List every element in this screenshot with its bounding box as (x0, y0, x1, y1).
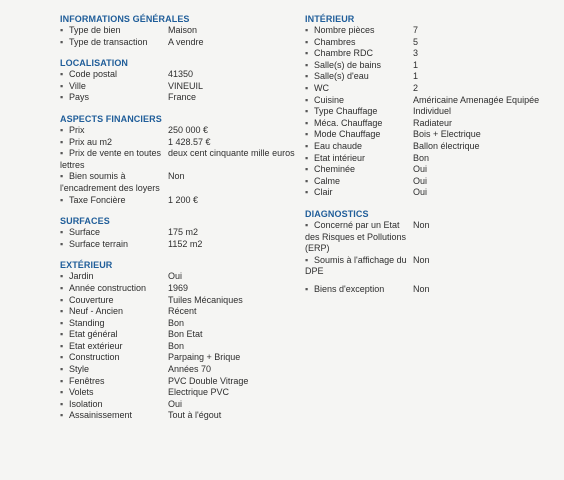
detail-row (60, 148, 300, 171)
detail-value: Bois + Electrique (413, 129, 481, 140)
detail-key: Mode Chauffage (314, 129, 381, 140)
detail-value: Bon (413, 152, 430, 163)
bullet-icon: ▪ (305, 59, 309, 70)
section-localisation (60, 57, 300, 104)
detail-value: Oui (168, 271, 183, 282)
detail-value: Tuiles Mécaniques (168, 294, 243, 305)
bullet-icon: ▪ (305, 71, 309, 82)
detail-key: Eau chaude (314, 140, 363, 151)
detail-value: Radiateur (413, 117, 453, 128)
detail-value: Individuel (413, 106, 452, 117)
bullet-icon: ▪ (60, 171, 64, 182)
detail-row (305, 220, 560, 255)
detail-value: Non (413, 283, 430, 294)
detail-row (60, 410, 300, 422)
detail-key: WC (314, 82, 329, 93)
right-column (305, 13, 560, 304)
detail-row (60, 364, 300, 376)
detail-key: Salle(s) d'eau (314, 71, 369, 82)
detail-key: Code postal (69, 69, 118, 80)
bullet-icon: ▪ (305, 140, 309, 151)
detail-key: Jardin (69, 271, 94, 282)
section-interieur (305, 13, 560, 199)
detail-row (305, 60, 560, 72)
detail-row (305, 83, 560, 95)
detail-value: 1 200 € (168, 194, 199, 205)
section-heading: EXTÉRIEUR (60, 260, 113, 271)
detail-value: 250 000 € (168, 124, 209, 135)
bullet-icon: ▪ (60, 92, 64, 103)
bullet-icon: ▪ (60, 36, 64, 47)
detail-row (60, 376, 300, 388)
detail-value: Années 70 (168, 364, 212, 375)
detail-key: Salle(s) de bains (314, 59, 382, 70)
bullet-icon: ▪ (60, 352, 64, 363)
section-heading: INFORMATIONS GÉNÉRALES (60, 14, 190, 24)
detail-key: Etat intérieur (314, 152, 366, 163)
detail-row (305, 129, 560, 141)
detail-row (305, 95, 560, 107)
detail-value: 3 (413, 48, 419, 59)
bullet-icon: ▪ (60, 194, 64, 205)
detail-key: Assainissement (69, 410, 133, 421)
detail-row (305, 118, 560, 130)
detail-key: Méca. Chauffage (314, 117, 383, 128)
detail-key: Biens d'exception (314, 283, 385, 294)
detail-key: Construction (69, 352, 120, 363)
detail-value: Américaine Amenagée Equipée (413, 94, 540, 105)
detail-key: Type de transaction (69, 36, 148, 47)
section-heading: DIAGNOSTICS (305, 208, 369, 219)
detail-key: Ville (69, 80, 86, 91)
bullet-icon: ▪ (60, 375, 64, 386)
left-column (60, 13, 300, 431)
bullet-icon: ▪ (60, 398, 64, 409)
section-heading: SURFACES (60, 216, 110, 227)
detail-value: 1 (413, 59, 419, 70)
detail-key: Neuf - Ancien (69, 306, 124, 317)
detail-row (305, 25, 560, 37)
detail-key: Année construction (69, 282, 147, 293)
bullet-icon: ▪ (305, 25, 309, 35)
detail-value: Bon Etat (168, 329, 203, 340)
detail-row (60, 387, 300, 399)
detail-key: Prix au m2 (69, 136, 113, 147)
detail-key: Bien soumis à l'encadrement des loyers (60, 171, 160, 193)
detail-value: France (168, 92, 197, 103)
detail-key: Clair (314, 187, 333, 198)
detail-row (60, 227, 300, 239)
bullet-icon: ▪ (60, 387, 64, 398)
bullet-icon: ▪ (305, 82, 309, 93)
detail-key: Volets (69, 387, 94, 398)
detail-row (60, 125, 300, 137)
detail-row (60, 239, 300, 251)
detail-key: Nombre pièces (314, 25, 375, 35)
detail-value: Non (413, 254, 430, 265)
detail-row (60, 283, 300, 295)
bullet-icon: ▪ (305, 175, 309, 186)
detail-row (60, 81, 300, 93)
detail-value: 7 (413, 25, 419, 35)
detail-value: 1969 (168, 282, 189, 293)
section-surfaces (60, 215, 300, 250)
detail-value: 2 (413, 82, 419, 93)
bullet-icon: ▪ (305, 187, 309, 198)
detail-key: Chambres (314, 36, 356, 47)
detail-row (60, 92, 300, 104)
detail-row (305, 153, 560, 165)
bullet-icon: ▪ (60, 80, 64, 91)
detail-key: Pays (69, 92, 90, 103)
detail-row (305, 48, 560, 60)
bullet-icon: ▪ (60, 124, 64, 135)
bullet-icon: ▪ (60, 148, 64, 159)
bullet-icon: ▪ (305, 254, 309, 265)
detail-row (305, 176, 560, 188)
detail-value: Tout à l'égout (168, 410, 222, 421)
bullet-icon: ▪ (305, 106, 309, 117)
detail-key: Cheminée (314, 164, 356, 175)
detail-value: Oui (413, 187, 428, 198)
detail-key: Isolation (69, 398, 103, 409)
bullet-icon: ▪ (305, 152, 309, 163)
detail-key: Fenêtres (69, 375, 105, 386)
detail-key: Chambre RDC (314, 48, 374, 59)
detail-value: Maison (168, 25, 198, 35)
detail-row (305, 37, 560, 49)
detail-value: deux cent cinquante mille euros (168, 148, 295, 159)
detail-key: Concerné par un Etat des Risques et Pollutions (ERP) (305, 219, 407, 254)
detail-row (60, 25, 300, 37)
detail-row (60, 341, 300, 353)
detail-key: Standing (69, 317, 105, 328)
section-exterieur (60, 259, 300, 422)
detail-key: Cuisine (314, 94, 345, 105)
detail-value: A vendre (168, 36, 204, 47)
bullet-icon: ▪ (305, 129, 309, 140)
section-informations-generales (60, 13, 300, 48)
detail-value: Oui (413, 164, 428, 175)
bullet-icon: ▪ (60, 317, 64, 328)
detail-row (60, 352, 300, 364)
detail-key: Prix de vente en toutes lettres (60, 148, 162, 170)
bullet-icon: ▪ (60, 364, 64, 375)
detail-value: PVC Double Vitrage (168, 375, 249, 386)
detail-row (60, 69, 300, 81)
detail-value: Parpaing + Brique (168, 352, 241, 363)
detail-value: VINEUIL (168, 80, 204, 91)
section-aspects-financiers (60, 113, 300, 206)
detail-row (305, 141, 560, 153)
detail-row (60, 195, 300, 207)
bullet-icon: ▪ (60, 306, 64, 317)
detail-value: Oui (168, 398, 183, 409)
detail-key: Soumis à l'affichage du DPE (305, 254, 407, 277)
detail-value: Non (168, 171, 185, 182)
detail-key: Style (69, 364, 90, 375)
detail-value: 1152 m2 (168, 238, 203, 249)
bullet-icon: ▪ (60, 282, 64, 293)
detail-row (60, 318, 300, 330)
bullet-icon: ▪ (305, 164, 309, 175)
bullet-icon: ▪ (60, 69, 64, 80)
detail-value: Non (413, 219, 430, 230)
detail-row (60, 399, 300, 411)
detail-value: 5 (413, 36, 419, 47)
detail-row (60, 329, 300, 341)
detail-row (305, 71, 560, 83)
detail-key: Etat extérieur (69, 340, 123, 351)
detail-value: Récent (168, 306, 197, 317)
detail-row (305, 284, 560, 296)
detail-value: Bon (168, 340, 185, 351)
detail-value: 175 m2 (168, 227, 199, 238)
bullet-icon: ▪ (60, 340, 64, 351)
bullet-icon: ▪ (60, 227, 64, 238)
bullet-icon: ▪ (305, 117, 309, 128)
detail-value: Electrique PVC (168, 387, 230, 398)
detail-row (305, 164, 560, 176)
bullet-icon: ▪ (305, 94, 309, 105)
section-diagnostics (305, 208, 560, 296)
detail-key: Taxe Foncière (69, 194, 126, 205)
bullet-icon: ▪ (60, 25, 64, 35)
detail-row (305, 187, 560, 199)
bullet-icon: ▪ (305, 219, 309, 230)
detail-row (60, 137, 300, 149)
bullet-icon: ▪ (60, 271, 64, 282)
detail-value: 1 (413, 71, 419, 82)
detail-key: Etat général (69, 329, 118, 340)
detail-key: Type de bien (69, 25, 121, 35)
detail-value: Oui (413, 175, 428, 186)
bullet-icon: ▪ (60, 238, 64, 249)
bullet-icon: ▪ (305, 36, 309, 47)
bullet-icon: ▪ (60, 294, 64, 305)
detail-row (60, 295, 300, 307)
bullet-icon: ▪ (60, 410, 64, 421)
detail-key: Couverture (69, 294, 114, 305)
detail-value: Ballon électrique (413, 140, 480, 151)
bullet-icon: ▪ (60, 136, 64, 147)
detail-row (60, 271, 300, 283)
detail-key: Prix (69, 124, 85, 135)
section-heading: ASPECTS FINANCIERS (60, 113, 162, 124)
detail-row (305, 106, 560, 118)
detail-row (305, 255, 560, 278)
detail-key: Surface (69, 227, 101, 238)
detail-value: 1 428.57 € (168, 136, 211, 147)
detail-value: 41350 (168, 69, 194, 80)
bullet-icon: ▪ (60, 329, 64, 340)
bullet-icon: ▪ (305, 283, 309, 294)
detail-row (60, 306, 300, 318)
detail-key: Calme (314, 175, 341, 186)
detail-key: Type Chauffage (314, 106, 378, 117)
detail-row (60, 37, 300, 49)
bullet-icon: ▪ (305, 48, 309, 59)
detail-value: Bon (168, 317, 185, 328)
section-heading: INTÉRIEUR (305, 14, 355, 24)
detail-key: Surface terrain (69, 238, 129, 249)
section-heading: LOCALISATION (60, 58, 129, 69)
detail-row (60, 171, 300, 194)
